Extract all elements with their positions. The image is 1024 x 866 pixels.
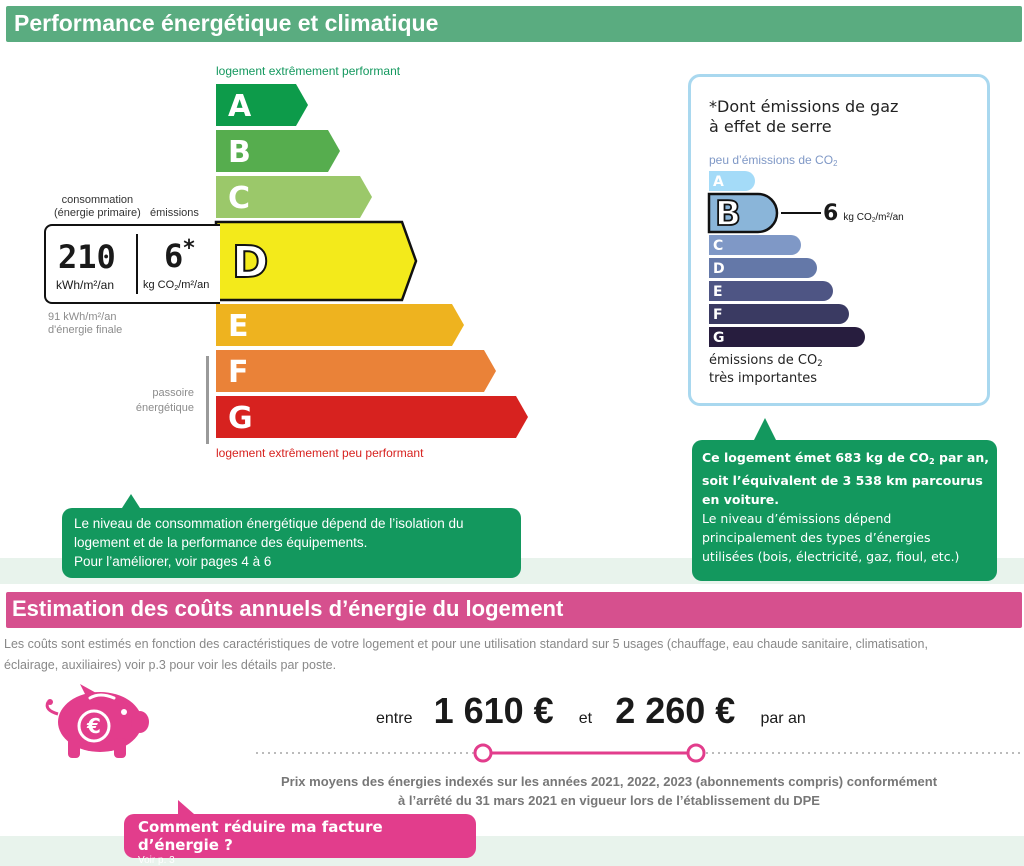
cost-range-line <box>254 741 1024 765</box>
passoire-label <box>132 386 194 416</box>
ghg-panel <box>688 74 990 406</box>
ghg-class-a-letter: A <box>713 174 724 190</box>
consumption-value: 210 <box>58 238 116 276</box>
ghg-title-line1: *Dont émissions de gaz <box>709 97 899 116</box>
emissions-value-wrap <box>164 236 195 275</box>
cost-word-per-year: par an <box>760 710 806 727</box>
ghg-bottom-label-sub: 2 <box>817 358 823 369</box>
emissions-value: 6 <box>164 237 184 275</box>
energy-bubble-line2: logement et de la performance des équipements. <box>74 535 368 550</box>
cost-word-between: entre <box>376 710 413 727</box>
energy-class-f-bar <box>216 350 496 392</box>
ghg-bubble-line2: soit l’équivalent de 3 538 km parcourus <box>702 473 983 489</box>
energy-class-f-letter: F <box>228 355 249 390</box>
consumption-caption-line2: (énergie primaire) <box>54 207 141 219</box>
final-energy-line2: d'énergie finale <box>48 324 123 336</box>
final-energy-line1: 91 kWh/m²/an <box>48 311 117 323</box>
consumption-unit: kWh/m²/an <box>56 278 115 292</box>
emissions-unit <box>143 279 209 292</box>
ghg-top-label <box>709 153 837 168</box>
emissions-unit-post: /m²/an <box>178 279 210 291</box>
consumption-caption-line1: consommation <box>61 194 134 206</box>
ghg-class-d-letter: D <box>713 261 725 277</box>
ghg-info-bubble <box>692 440 997 581</box>
cost-intro <box>4 634 1022 676</box>
piggy-bank-euro-icon <box>36 682 156 762</box>
energy-bubble-line1: Le niveau de consommation énergétique dépend de l’isolation du <box>74 516 464 531</box>
svg-text:€: € <box>87 714 101 738</box>
cost-amount-low: 1 610 € <box>433 690 554 731</box>
energy-section-header <box>6 6 1022 42</box>
energy-class-e-letter: E <box>228 309 249 344</box>
ghg-bubble-line5: principalement des types d’énergies <box>702 530 931 546</box>
ghg-bubble-line3: en voiture. <box>702 492 780 508</box>
emissions-star: * <box>183 236 195 261</box>
cost-range <box>376 690 806 732</box>
ghg-title-line2: à effet de serre <box>709 117 832 136</box>
ghg-class-e-bar <box>709 281 833 301</box>
consumption-emissions-box <box>44 224 220 304</box>
cost-note-line2: à l’arrêté du 31 mars 2021 en vigueur lors de l’établissement du DPE <box>398 793 820 808</box>
cost-intro-line1: Les coûts sont estimés en fonction des caractéristiques de votre logement et pour une utilisation standard sur 5 usages (chauffage, eau chaude sanitaire, climatisation, <box>4 637 928 651</box>
box-divider <box>136 234 138 294</box>
ghg-bottom-label-pre: émissions de CO <box>709 353 818 368</box>
final-energy-note <box>48 311 122 337</box>
ghg-class-f-letter: F <box>713 307 723 323</box>
energy-class-e-bar <box>216 304 464 346</box>
ghg-bubble-line4: Le niveau d’émissions dépend <box>702 511 892 527</box>
ghg-value: 6 <box>823 201 839 226</box>
energy-class-a-letter: A <box>228 89 252 124</box>
energy-top-label: logement extrêmement performant <box>216 64 401 78</box>
energy-class-b-letter: B <box>228 135 251 170</box>
ghg-bottom-label-line2: très importantes <box>709 371 818 387</box>
ghg-class-c-letter: C <box>713 238 724 254</box>
energy-scale <box>210 80 550 470</box>
cost-amount-high: 2 260 € <box>615 690 736 731</box>
reduce-bill-sub[interactable]: Voir p. 3 <box>138 855 175 866</box>
ghg-class-g-letter: G <box>713 330 725 346</box>
reduce-bill-title[interactable]: Comment réduire ma facture d’énergie ? <box>138 818 383 854</box>
ghg-unit-sub: 2 <box>871 216 876 224</box>
energy-bottom-label: logement extrêmement peu performant <box>216 446 424 460</box>
ghg-bottom-label <box>709 353 823 387</box>
cost-note <box>224 772 994 810</box>
energy-section-title: Performance énergétique et climatique <box>14 10 439 36</box>
ghg-class-d-bar <box>709 258 817 278</box>
emissions-unit-pre: kg CO <box>143 279 175 291</box>
cost-high-marker <box>688 745 704 761</box>
ghg-bubble-line1-sub: 2 <box>928 456 935 467</box>
ghg-class-g-bar <box>709 327 865 347</box>
ghg-bubble-line6: utilisées (bois, électricité, gaz, fioul, etc.) <box>702 549 960 565</box>
cost-section-title: Estimation des coûts annuels d’énergie du logement <box>12 596 564 621</box>
reduce-bill-link[interactable] <box>124 814 476 866</box>
cost-intro-line2: éclairage, auxiliaires) voir p.3 pour voir les détails par poste. <box>4 658 337 672</box>
energy-class-c-letter: C <box>228 181 251 216</box>
energy-class-g-letter: G <box>228 401 253 436</box>
passoire-bracket <box>206 356 209 444</box>
ghg-bubble-line1-pre: Ce logement émet 683 kg de CO <box>702 450 929 465</box>
ghg-class-b-letter: B <box>715 194 741 234</box>
energy-info-bubble <box>62 508 521 578</box>
passoire-line1: passoire <box>152 387 194 399</box>
emissions-caption: émissions <box>150 207 199 219</box>
ghg-panel-title <box>709 97 898 137</box>
cost-section-header <box>6 592 1022 628</box>
ghg-class-e-letter: E <box>713 284 723 300</box>
ghg-scale <box>703 169 993 354</box>
energy-class-g-bar <box>216 396 528 438</box>
energy-bubble-line3: Pour l’améliorer, voir pages 4 à 6 <box>74 554 272 569</box>
cost-note-line1: Prix moyens des énergies indexés sur les années 2021, 2022, 2023 (abonnements compris) conformément <box>280 774 938 789</box>
consumption-caption <box>54 194 141 220</box>
ghg-class-f-bar <box>709 304 849 324</box>
ghg-value-wrap <box>823 201 904 226</box>
ghg-bubble-line1-post: par an, <box>934 450 989 465</box>
cost-low-marker <box>475 745 491 761</box>
energy-class-d-letter: D <box>232 237 269 288</box>
cost-word-and: et <box>578 710 593 727</box>
emissions-unit-sub: 2 <box>174 283 179 292</box>
ghg-top-label-pre: peu d’émissions de CO <box>709 153 834 167</box>
ghg-unit-post: /m²/an <box>875 212 904 223</box>
ghg-unit-pre: kg CO <box>843 212 872 223</box>
passoire-line2: énergétique <box>135 402 194 414</box>
ghg-top-label-sub: 2 <box>833 158 838 168</box>
